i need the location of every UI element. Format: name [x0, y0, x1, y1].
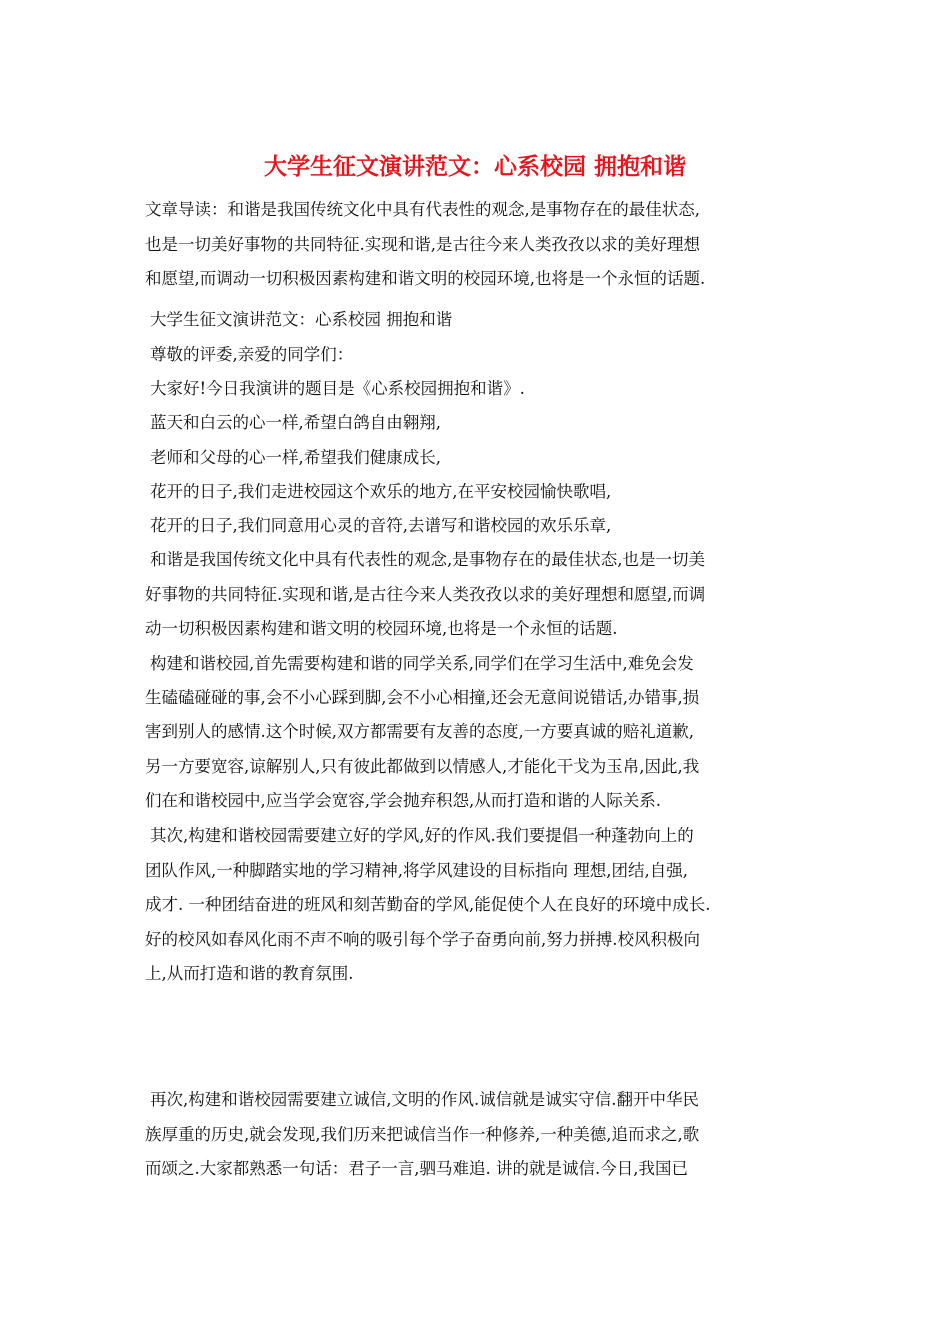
body-line: 蓝天和白云的心一样,希望白鸽自由翱翔,	[150, 413, 441, 432]
body-line: 花开的日子,我们同意用心灵的音符,去谱写和谐校园的欢乐乐章,	[150, 516, 612, 535]
body-line: 其次,构建和谐校园需要建立好的学风,好的作风.我们要提倡一种蓬勃向上的	[150, 826, 694, 845]
body-line: 大学生征文演讲范文：心系校园 拥抱和谐	[150, 310, 453, 329]
body-line: 生磕磕碰碰的事,会不小心踩到脚,会不小心相撞,还会无意间说错话,办错事,损	[145, 688, 700, 707]
body-line: 大家好!今日我演讲的题目是《心系校园拥抱和谐》.	[150, 379, 525, 398]
body-line: 和愿望,而调动一切积极因素构建和谐文明的校园环境,也将是一个永恒的话题.	[145, 269, 706, 288]
body-line: 成才. 一种团结奋进的班风和刻苦勤奋的学风,能促使个人在良好的环境中成长.	[145, 895, 711, 914]
body-line: 好的校风如春风化雨不声不响的吸引每个学子奋勇向前,努力拼搏.校风积极向	[145, 930, 700, 949]
body-line: 另一方要宽容,谅解别人,只有彼此都做到以情感人,才能化干戈为玉帛,因此,我	[145, 757, 700, 776]
body-line: 文章导读：和谐是我国传统文化中具有代表性的观念,是事物存在的最佳状态,	[145, 200, 700, 219]
body-line: 好事物的共同特征.实现和谐,是古往今来人类孜孜以求的美好理想和愿望,而调	[145, 585, 706, 604]
body-line: 而颂之.大家都熟悉一句话：君子一言,驷马难追. 讲的就是诚信.今日,我国已	[145, 1159, 688, 1178]
body-line: 再次,构建和谐校园需要建立诚信,文明的作风.诚信就是诚实守信.翻开中华民	[150, 1090, 699, 1109]
body-line: 动一切积极因素构建和谐文明的校园环境,也将是一个永恒的话题.	[145, 619, 618, 638]
body-line: 团队作风,一种脚踏实地的学习精神,将学风建设的目标指向 理想,团结,自强,	[145, 861, 688, 880]
body-line: 花开的日子,我们走进校园这个欢乐的地方,在平安校园愉快歌唱,	[150, 482, 612, 501]
body-line: 也是一切美好事物的共同特征.实现和谐,是古往今来人类孜孜以求的美好理想	[145, 235, 700, 254]
body-line: 尊敬的评委,亲爱的同学们：	[150, 345, 354, 364]
body-line: 构建和谐校园,首先需要构建和谐的同学关系,同学们在学习生活中,难免会发	[150, 654, 694, 673]
body-line: 上,从而打造和谐的教育氛围.	[145, 964, 354, 983]
document-title: 大学生征文演讲范文：心系校园 拥抱和谐	[263, 153, 686, 180]
body-line: 和谐是我国传统文化中具有代表性的观念,是事物存在的最佳状态,也是一切美	[150, 550, 705, 569]
body-line: 害到别人的感情.这个时候,双方都需要有友善的态度,一方要真诚的赔礼道歉,	[145, 722, 694, 741]
body-line: 族厚重的历史,就会发现,我们历来把诚信当作一种修养,一种美德,追而求之,歌	[145, 1125, 700, 1144]
body-line: 们在和谐校园中,应当学会宽容,学会抛弃积怨,从而打造和谐的人际关系.	[145, 791, 661, 810]
body-line: 老师和父母的心一样,希望我们健康成长,	[150, 448, 441, 467]
